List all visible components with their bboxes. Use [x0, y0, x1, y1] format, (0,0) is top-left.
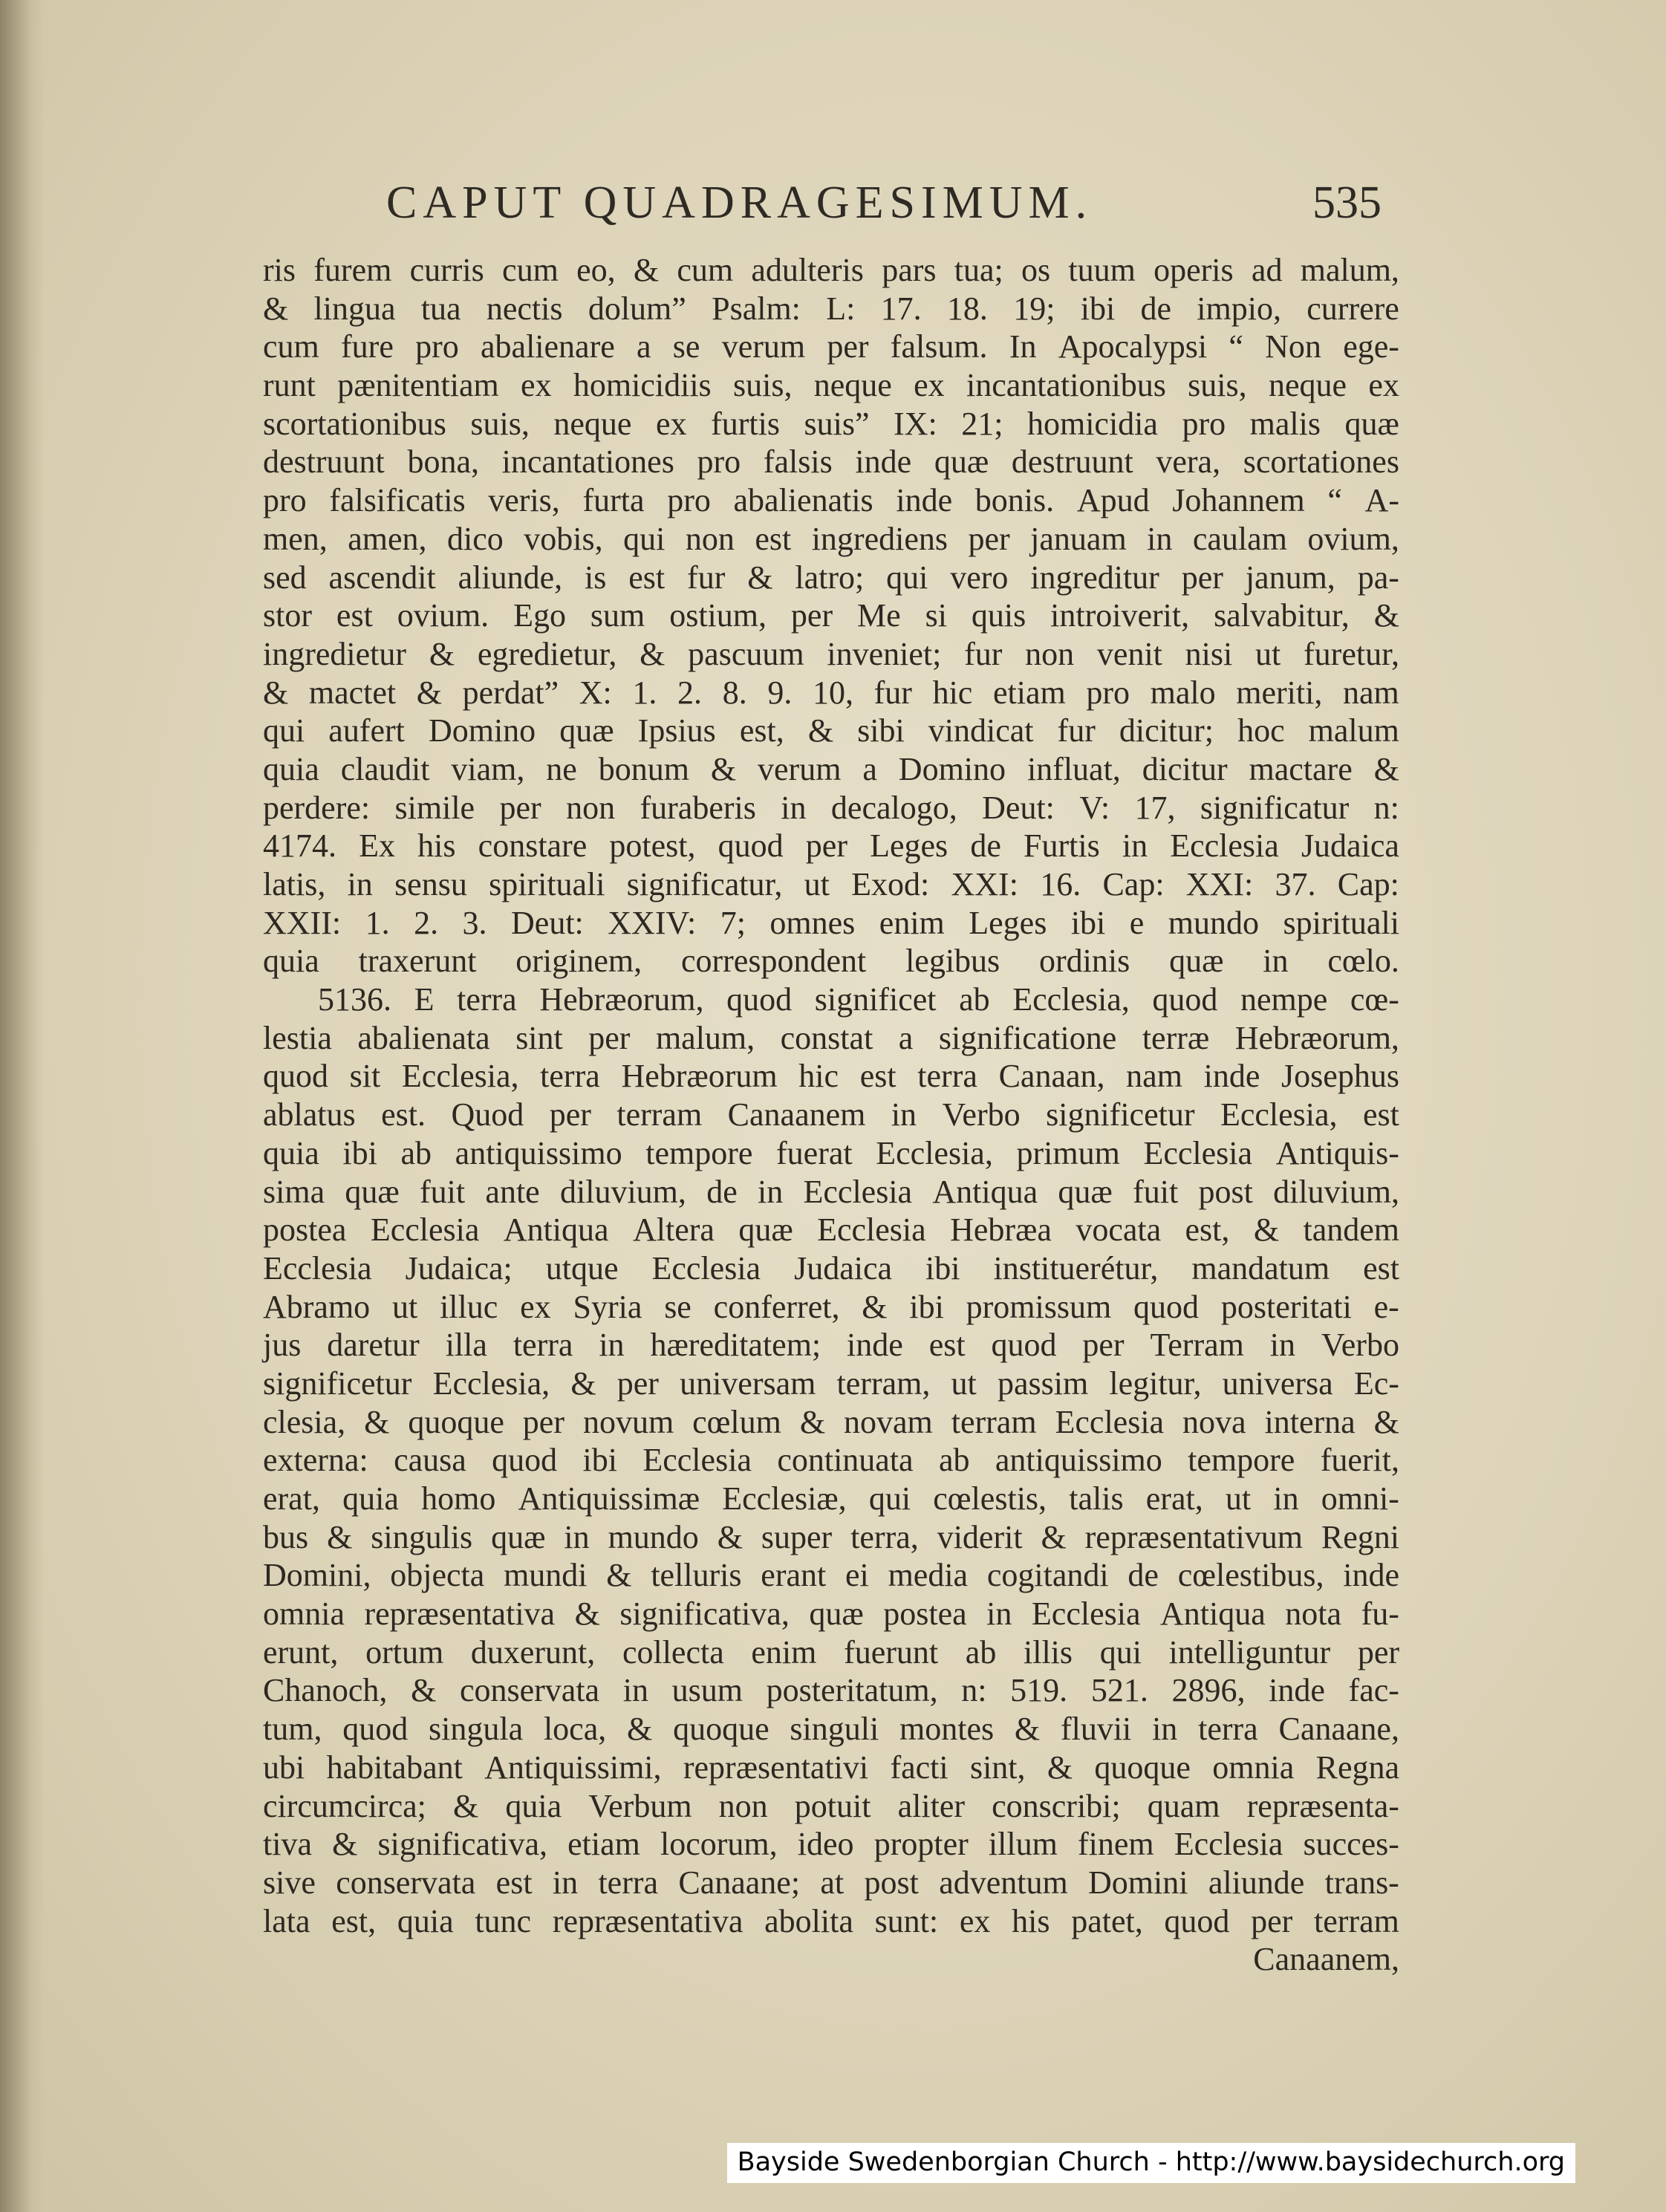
chapter-title: CAPUT QUADRAGESIMUM. — [386, 178, 1093, 228]
text-line: clesia, & quoque per novum cœlum & novam terram Ecclesia nova interna & — [263, 1403, 1399, 1440]
text-line: & lingua tua nectis dolum” Psalm: L: 17. 18. 19; ibi de impio, currere — [263, 290, 1399, 327]
text-line: qui aufert Domino quæ Ipsius est, & sibi vindicat fur dicitur; hoc malum — [263, 712, 1399, 749]
text-line: ris furem curris cum eo, & cum adulteris pars tua; os tuum operis ad malum, — [263, 252, 1399, 288]
text-line: quia traxerunt originem, correspondent legibus ordinis quæ in cœlo. — [263, 943, 1399, 980]
text-line: Domini, objecta mundi & telluris erant ei media cogitandi de cœlestibus, inde — [263, 1557, 1399, 1594]
text-line: scortationibus suis, neque ex furtis suis” IX: 21; homicidia pro malis quæ — [263, 405, 1399, 442]
text-line: omnia repræsentativa & significativa, quæ postea in Ecclesia Antiqua nota fu- — [263, 1595, 1399, 1633]
text-line: lata est, quia tunc repræsentativa abolita sunt: ex his patet, quod per terram — [263, 1902, 1399, 1939]
text-line: quia ibi ab antiquissimo tempore fuerat Ecclesia, primum Ecclesia Antiquis- — [263, 1134, 1399, 1171]
paragraph-start-line: 5136. E terra Hebræorum, quod significet ab Ecclesia, quod nempe cœ- — [318, 981, 1399, 1018]
text-line: quia claudit viam, ne bonum & verum a Domino influat, dicitur mactare & — [263, 750, 1399, 787]
text-line: pro falsificatis veris, furta pro abalienatis inde bonis. Apud Johannem “ A- — [263, 482, 1399, 519]
credit-watermark: Bayside Swedenborgian Church - http://www.baysidechurch.org — [727, 2143, 1575, 2183]
text-line: postea Ecclesia Antiqua Altera quæ Ecclesia Hebræa vocata est, & tandem — [263, 1211, 1399, 1249]
text-line: Abramo ut illuc ex Syria se conferret, & ibi promissum quod posteritati e- — [263, 1288, 1399, 1325]
text-line: ingredietur & egredietur, & pascuum inveniet; fur non venit nisi ut furetur, — [263, 635, 1399, 672]
text-line: jus daretur illa terra in hæreditatem; inde est quod per Terram in Verbo — [263, 1327, 1399, 1364]
page-number: 535 — [1312, 178, 1382, 228]
catchword: Canaanem, — [1253, 1941, 1399, 1978]
text-line: bus & singulis quæ in mundo & super terra, viderit & repræsentativum Regni — [263, 1518, 1399, 1555]
text-line: quod sit Ecclesia, terra Hebræorum hic est terra Canaan, nam inde Josephus — [263, 1058, 1399, 1095]
text-line: destruunt bona, incantationes pro falsis inde quæ destruunt vera, scortationes — [263, 443, 1399, 481]
text-line: & mactet & perdat” X: 1. 2. 8. 9. 10, fur hic etiam pro malo meriti, nam — [263, 674, 1399, 711]
text-line: sive conservata est in terra Canaane; at post adventum Domini aliunde trans- — [263, 1864, 1399, 1901]
text-line: ubi habitabant Antiquissimi, repræsentativi facti sint, & quoque omnia Regna — [263, 1749, 1399, 1786]
text-line: erunt, ortum duxerunt, collecta enim fuerunt ab illis qui intelliguntur per — [263, 1633, 1399, 1671]
text-line: sima quæ fuit ante diluvium, de in Ecclesia Antiqua quæ fuit post diluvium, — [263, 1173, 1399, 1210]
text-line: XXII: 1. 2. 3. Deut: XXIV: 7; omnes enim Leges ibi e mundo spirituali — [263, 904, 1399, 941]
text-line: perdere: simile per non furaberis in decalogo, Deut: V: 17, significatur n: — [263, 789, 1399, 826]
footer-credit — [0, 2143, 1666, 2195]
text-line: erat, quia homo Antiquissimæ Ecclesiæ, qui cœlestis, talis erat, ut in omni- — [263, 1480, 1399, 1517]
text-line: Chanoch, & conservata in usum posteritatum, n: 519. 521. 2896, inde fac- — [263, 1672, 1399, 1709]
text-line: Ecclesia Judaica; utque Ecclesia Judaica ibi instituerétur, mandatum est — [263, 1249, 1399, 1286]
text-line: tum, quod singula loca, & quoque singuli montes & fluvii in terra Canaane, — [263, 1711, 1399, 1748]
text-line: circumcirca; & quia Verbum non potuit aliter conscribi; quam repræsenta- — [263, 1787, 1399, 1824]
text-line: stor est ovium. Ego sum ostium, per Me si quis introiverit, salvabitur, & — [263, 597, 1399, 634]
running-head — [386, 177, 1382, 244]
body-text — [263, 251, 1399, 1979]
text-line: externa: causa quod ibi Ecclesia continuata ab antiquissimo tempore fuerit, — [263, 1442, 1399, 1479]
text-line: tiva & significativa, etiam locorum, ideo propter illum finem Ecclesia succes- — [263, 1826, 1399, 1863]
text-line: men, amen, dico vobis, qui non est ingrediens per januam in caulam ovium, — [263, 520, 1399, 557]
text-line: cum fure pro abalienare a se verum per falsum. In Apocalypsi “ Non ege- — [263, 328, 1399, 365]
text-line: runt pænitentiam ex homicidiis suis, neque ex incantationibus suis, neque ex — [263, 367, 1399, 404]
text-line: lestia abalienata sint per malum, constat a significatione terræ Hebræorum, — [263, 1019, 1399, 1056]
text-line: 4174. Ex his constare potest, quod per Leges de Furtis in Ecclesia Judaica — [263, 827, 1399, 865]
page-gutter-shadow — [0, 0, 45, 2212]
text-line: sed ascendit aliunde, is est fur & latro; qui vero ingreditur per janum, pa- — [263, 559, 1399, 596]
text-line: latis, in sensu spirituali significatur, ut Exod: XXI: 16. Cap: XXI: 37. Cap: — [263, 866, 1399, 902]
text-line: significetur Ecclesia, & per universam terram, ut passim legitur, universa Ec- — [263, 1364, 1399, 1402]
text-line: ablatus est. Quod per terram Canaanem in Verbo significetur Ecclesia, est — [263, 1096, 1399, 1133]
